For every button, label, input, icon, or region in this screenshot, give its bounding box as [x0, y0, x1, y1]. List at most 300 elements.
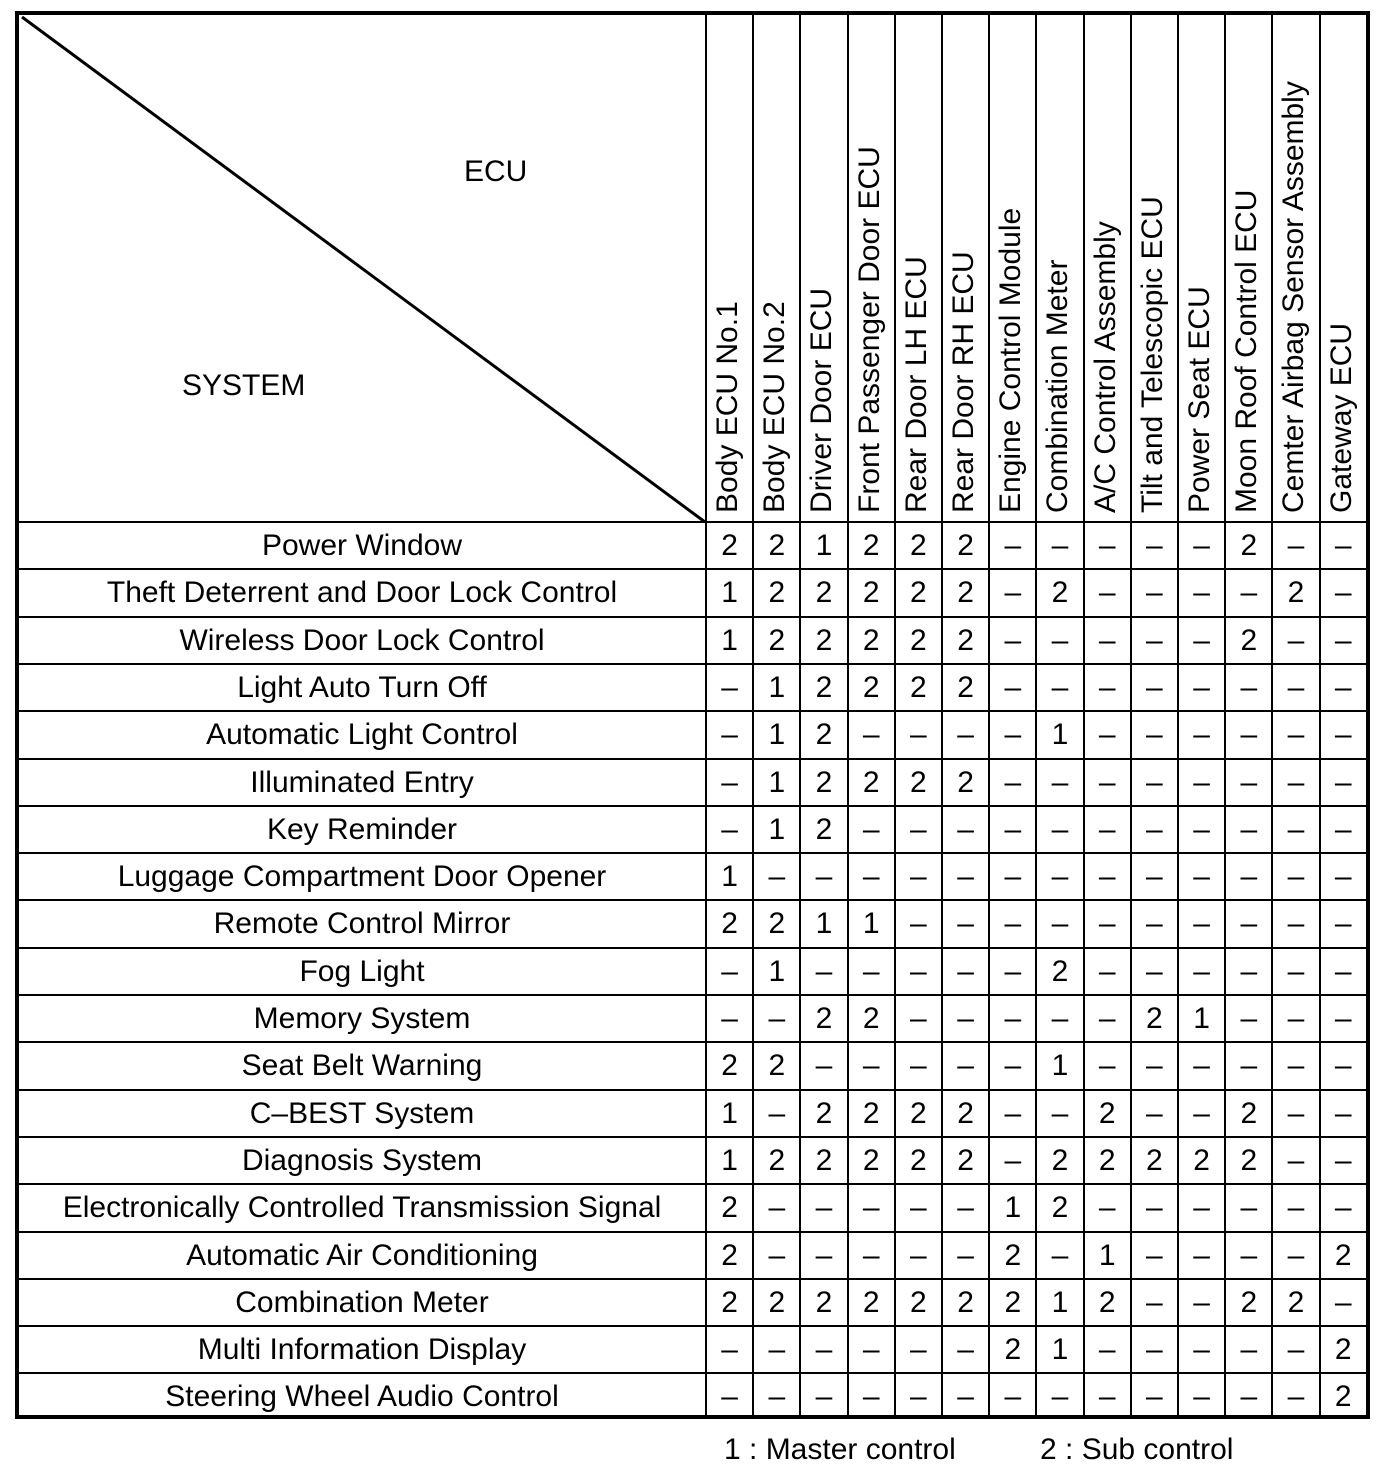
table-cell: 1 — [862, 907, 880, 941]
table-cell: – — [1146, 1285, 1163, 1319]
table-cell: – — [768, 1002, 786, 1035]
table-cell: – — [1051, 1380, 1069, 1414]
table-cell: – — [1193, 1096, 1210, 1130]
table-cell: – — [1334, 718, 1352, 752]
table-cell: 1 — [768, 718, 786, 752]
table-cell: – — [1051, 907, 1069, 941]
system-name: Combination Meter — [235, 1285, 489, 1319]
table-cell: 1 — [721, 623, 738, 657]
table-cell: – — [1334, 860, 1352, 894]
table-cell: – — [768, 1096, 786, 1130]
table-cell: – — [910, 1002, 927, 1035]
table-cell: – — [957, 1238, 974, 1272]
table-cell: 2 — [815, 718, 833, 752]
table-cell: – — [957, 1380, 974, 1414]
table-cell: – — [1098, 907, 1116, 941]
table-cell: 2 — [862, 623, 880, 657]
table-cell: – — [862, 1191, 880, 1225]
table-cell: – — [815, 1049, 833, 1083]
system-name: Power Window — [261, 529, 463, 562]
table-cell: 2 — [910, 1285, 927, 1319]
table-cell: – — [1240, 812, 1258, 846]
table-cell: 2 — [768, 1285, 786, 1319]
table-cell: – — [1193, 529, 1210, 562]
table-cell: 2 — [815, 623, 833, 657]
table-cell: – — [1098, 670, 1116, 704]
table-cell: – — [1287, 765, 1305, 799]
table-cell: 1 — [815, 529, 833, 562]
table-cell: – — [1051, 1238, 1069, 1272]
table-cell: 2 — [1098, 1143, 1116, 1177]
table-cell: 2 — [957, 529, 974, 562]
table-cell: – — [721, 718, 738, 752]
table-cell: – — [1146, 812, 1163, 846]
table-cell: – — [721, 1380, 738, 1414]
table-cell: – — [862, 860, 880, 894]
table-cell: 2 — [1240, 1096, 1258, 1130]
header-diagonal-divider — [19, 15, 707, 525]
table-cell: – — [1193, 765, 1210, 799]
table-cell: – — [910, 1191, 927, 1225]
table-cell: – — [910, 812, 927, 846]
table-cell: – — [1098, 576, 1116, 610]
table-cell: 1 — [1051, 718, 1069, 752]
system-name: Wireless Door Lock Control — [179, 623, 545, 657]
table-cell: – — [1287, 1380, 1305, 1414]
table-cell: – — [1240, 954, 1258, 988]
table-cell: – — [1287, 1191, 1305, 1225]
table-cell: – — [1334, 1096, 1352, 1130]
table-cell: 2 — [1240, 529, 1258, 562]
table-cell: – — [1334, 907, 1352, 941]
table-cell: – — [1098, 718, 1116, 752]
table-cell: 1 — [768, 765, 786, 799]
table-cell: – — [1098, 1002, 1116, 1035]
table-cell: 2 — [815, 1096, 833, 1130]
table-cell: 2 — [1051, 1143, 1069, 1177]
table-cell: – — [910, 1333, 927, 1367]
table-cell: 2 — [862, 1002, 880, 1035]
table-cell: – — [1334, 1143, 1352, 1177]
table-cell: – — [1193, 954, 1210, 988]
table-cell: 2 — [862, 576, 880, 610]
table-cell: 2 — [1004, 1333, 1022, 1367]
table-cell: 2 — [910, 576, 927, 610]
table-cell: – — [721, 954, 738, 988]
table-cell: – — [721, 1002, 738, 1035]
table-cell: – — [815, 1380, 833, 1414]
system-name: Theft Deterrent and Door Lock Control — [106, 576, 618, 610]
table-cell: – — [721, 812, 738, 846]
table-cell: – — [1051, 812, 1069, 846]
system-name: Illuminated Entry — [250, 765, 474, 799]
system-name: Key Reminder — [266, 812, 458, 846]
table-cell: 1 — [1193, 1002, 1210, 1035]
table-cell: – — [1334, 670, 1352, 704]
table-cell: 2 — [910, 670, 927, 704]
table-cell: – — [862, 954, 880, 988]
table-cell: – — [1193, 1285, 1210, 1319]
table-cell: – — [768, 1333, 786, 1367]
table-cell: 2 — [1051, 954, 1069, 988]
table-cell: – — [815, 1333, 833, 1367]
table-cell: – — [957, 860, 974, 894]
table-cell: – — [1004, 576, 1022, 610]
table-cell: – — [721, 765, 738, 799]
table-cell: – — [1334, 576, 1352, 610]
table-cell: – — [1287, 1238, 1305, 1272]
table-cell: – — [1146, 1380, 1163, 1414]
table-cell: – — [1051, 1002, 1069, 1035]
table-cell: – — [910, 1238, 927, 1272]
table-cell: 1 — [721, 576, 738, 610]
table-cell: – — [768, 860, 786, 894]
table-cell: – — [1193, 670, 1210, 704]
table-cell: – — [957, 1049, 974, 1083]
table-cell: – — [1098, 1380, 1116, 1414]
table-cell: – — [1240, 670, 1258, 704]
table-cell: – — [768, 1380, 786, 1414]
table-cell: – — [1334, 812, 1352, 846]
table-cell: – — [768, 1238, 786, 1272]
system-name: Remote Control Mirror — [213, 907, 511, 941]
table-cell: 2 — [768, 576, 786, 610]
column-header: Power Seat ECU — [1183, 286, 1216, 513]
column-header: Tilt and Telescopic ECU — [1135, 196, 1169, 513]
table-cell: – — [815, 1238, 833, 1272]
table-cell: 1 — [1051, 1333, 1069, 1367]
table-cell: 2 — [768, 623, 786, 657]
table-cell: 2 — [1004, 1285, 1022, 1319]
table-cell: – — [910, 860, 927, 894]
table-cell: 1 — [768, 812, 786, 846]
table-cell: – — [862, 812, 880, 846]
table-cell: – — [1146, 765, 1163, 799]
table-cell: – — [1146, 623, 1163, 657]
table-cell: – — [910, 718, 927, 752]
table-cell: 2 — [910, 1143, 927, 1177]
column-header: Combination Meter — [1041, 259, 1075, 513]
table-cell: – — [1098, 954, 1116, 988]
table-cell: 2 — [1146, 1002, 1163, 1035]
table-cell: 2 — [1004, 1238, 1022, 1272]
table-cell: 2 — [1334, 1380, 1352, 1414]
table-cell: – — [1004, 529, 1022, 562]
table-cell: – — [1146, 954, 1163, 988]
table-cell: – — [1334, 765, 1352, 799]
table-cell: – — [1287, 1002, 1305, 1035]
table-cell: 2 — [910, 1096, 927, 1130]
legend-sub: 2 : Sub control — [1040, 1433, 1234, 1466]
table-cell: – — [1146, 529, 1163, 562]
table-cell: – — [1240, 860, 1258, 894]
system-name: C–BEST System — [249, 1096, 475, 1130]
table-cell: – — [1193, 1333, 1210, 1367]
system-name: Memory System — [253, 1002, 471, 1035]
ecu-axis-label: ECU — [464, 155, 528, 188]
table-cell: – — [1146, 670, 1163, 704]
table-cell: – — [862, 1049, 880, 1083]
table-cell: – — [1098, 1049, 1116, 1083]
column-header: Rear Door LH ECU — [899, 256, 933, 513]
table-cell: 1 — [721, 1096, 738, 1130]
system-name: Fog Light — [299, 954, 425, 988]
table-cell: – — [862, 1380, 880, 1414]
column-header: Cemter Airbag Sensor Assembly — [1277, 81, 1311, 513]
table-cell: – — [957, 1333, 974, 1367]
table-cell: – — [1240, 765, 1258, 799]
table-cell: – — [957, 1191, 974, 1225]
table-cell: – — [721, 670, 738, 704]
system-name: Luggage Compartment Door Opener — [117, 860, 607, 894]
table-cell: – — [815, 1191, 833, 1225]
table-cell: 2 — [910, 623, 927, 657]
table-cell: – — [1193, 623, 1210, 657]
table-cell: 2 — [815, 1143, 833, 1177]
table-cell: 2 — [815, 576, 833, 610]
table-cell: – — [910, 1380, 927, 1414]
table-cell: 2 — [721, 1191, 738, 1225]
table-cell: – — [1287, 529, 1305, 562]
table-cell: – — [1004, 1096, 1022, 1130]
table-cell: – — [1240, 1238, 1258, 1272]
table-cell: – — [1098, 529, 1116, 562]
table-cell: 2 — [1287, 1285, 1305, 1319]
table-cell: – — [1098, 1191, 1116, 1225]
table-cell: – — [1334, 1049, 1352, 1083]
table-cell: 2 — [1051, 576, 1069, 610]
table-cell: – — [1004, 1143, 1022, 1177]
table-cell: – — [1287, 1333, 1305, 1367]
system-name: Automatic Light Control — [206, 718, 518, 752]
table-cell: – — [910, 1049, 927, 1083]
system-name: Diagnosis System — [241, 1143, 483, 1177]
table-cell: 2 — [910, 765, 927, 799]
table-cell: – — [1193, 1238, 1210, 1272]
table-cell: – — [1240, 1191, 1258, 1225]
table-cell: – — [1287, 623, 1305, 657]
table-cell: – — [1334, 1002, 1352, 1035]
table-cell: – — [1146, 718, 1163, 752]
system-name: Steering Wheel Audio Control — [165, 1380, 559, 1414]
legend-master: 1 : Master control — [724, 1433, 956, 1466]
system-name: Light Auto Turn Off — [237, 670, 487, 704]
table-cell: – — [1146, 860, 1163, 894]
table-cell: 1 — [1051, 1285, 1069, 1319]
table-cell: 2 — [1051, 1191, 1069, 1225]
table-cell: 2 — [862, 670, 880, 704]
table-cell: – — [1240, 907, 1258, 941]
column-header: Driver Door ECU — [805, 287, 839, 513]
table-cell: – — [1193, 1049, 1210, 1083]
table-cell: – — [862, 1238, 880, 1272]
table-cell: – — [1287, 670, 1305, 704]
table-cell: 1 — [721, 860, 738, 894]
table-cell: – — [1004, 670, 1022, 704]
table-cell: 2 — [721, 529, 738, 562]
table-cell: 2 — [862, 1096, 880, 1130]
table-cell: – — [1004, 954, 1022, 988]
table-cell: – — [1334, 1191, 1352, 1225]
table-cell: 2 — [721, 907, 738, 941]
table-cell: – — [1287, 812, 1305, 846]
table-cell: – — [1004, 623, 1022, 657]
table-cell: – — [1098, 623, 1116, 657]
table-cell: – — [815, 860, 833, 894]
table-cell: – — [1146, 1238, 1163, 1272]
table-cell: – — [957, 812, 974, 846]
table-cell: 2 — [768, 529, 786, 562]
column-header: Moon Roof Control ECU — [1230, 189, 1264, 513]
table-cell: – — [1193, 907, 1210, 941]
table-cell: – — [1051, 860, 1069, 894]
table-cell: – — [1146, 1333, 1163, 1367]
table-cell: – — [1004, 1380, 1022, 1414]
table-cell: 2 — [862, 765, 880, 799]
table-cell: – — [1334, 529, 1352, 562]
table-cell: – — [1287, 1049, 1305, 1083]
table-cell: – — [1051, 670, 1069, 704]
table-cell: – — [1051, 623, 1069, 657]
table-cell: 2 — [1287, 576, 1305, 610]
table-cell: 2 — [1240, 1285, 1258, 1319]
column-header: Engine Control Module — [994, 207, 1028, 513]
table-cell: – — [1146, 907, 1163, 941]
system-name: Automatic Air Conditioning — [186, 1238, 538, 1272]
table-cell: – — [1240, 1333, 1258, 1367]
table-cell: 1 — [1051, 1049, 1069, 1083]
table-cell: – — [1051, 765, 1069, 799]
table-cell: – — [910, 907, 927, 941]
table-cell: 1 — [768, 670, 786, 704]
table-cell: – — [1146, 576, 1163, 610]
table-cell: 2 — [957, 1143, 974, 1177]
table-cell: – — [1287, 1143, 1305, 1177]
table-cell: 1 — [721, 1143, 738, 1177]
table-cell: – — [768, 1191, 786, 1225]
table-cell: – — [1240, 1380, 1258, 1414]
table-cell: – — [1287, 907, 1305, 941]
table-cell: 1 — [768, 954, 786, 988]
table-cell: 2 — [1240, 1143, 1258, 1177]
table-cell: 2 — [721, 1049, 738, 1083]
table-cell: – — [1193, 576, 1210, 610]
table-cell: – — [1287, 718, 1305, 752]
system-name: Electronically Controlled Transmission Signal — [62, 1191, 662, 1225]
column-header: Front Passenger Door ECU — [852, 146, 886, 513]
table-cell: – — [957, 907, 974, 941]
table-cell: 2 — [957, 1285, 974, 1319]
system-axis-label: SYSTEM — [182, 369, 306, 402]
table-cell: 2 — [862, 529, 880, 562]
table-cell: – — [1098, 812, 1116, 846]
table-cell: 2 — [768, 907, 786, 941]
table-cell: 1 — [1004, 1191, 1022, 1225]
table-cell: 2 — [957, 576, 974, 610]
table-cell: 2 — [721, 1238, 738, 1272]
table-cell: 2 — [721, 1285, 738, 1319]
table-cell: 2 — [1240, 623, 1258, 657]
table-cell: – — [1193, 812, 1210, 846]
table-cell: 2 — [862, 1143, 880, 1177]
table-cell: 2 — [1146, 1143, 1163, 1177]
table-cell: – — [1098, 765, 1116, 799]
table-cell: – — [957, 1002, 974, 1035]
table-cell: – — [1146, 1191, 1163, 1225]
table-cell: 1 — [1098, 1238, 1116, 1272]
table-cell: 2 — [1193, 1143, 1210, 1177]
system-name: Multi Information Display — [197, 1333, 527, 1367]
table-cell: 2 — [1098, 1285, 1116, 1319]
table-cell: – — [1334, 954, 1352, 988]
table-cell: – — [1240, 1049, 1258, 1083]
table-cell: – — [1004, 718, 1022, 752]
table-cell: – — [721, 1333, 738, 1367]
column-header: Body ECU No.2 — [758, 301, 792, 513]
table-cell: – — [1051, 529, 1069, 562]
table-cell: 2 — [862, 1285, 880, 1319]
table-cell: 2 — [815, 765, 833, 799]
table-cell: – — [1193, 1380, 1210, 1414]
table-cell: – — [1004, 860, 1022, 894]
column-header: Gateway ECU — [1324, 322, 1358, 513]
system-name: Seat Belt Warning — [241, 1049, 483, 1083]
table-cell: 2 — [815, 1002, 833, 1035]
table-cell: 2 — [768, 1049, 786, 1083]
table-cell: – — [1334, 623, 1352, 657]
table-cell: 2 — [957, 765, 974, 799]
table-cell: – — [1193, 1191, 1210, 1225]
column-header: Rear Door RH ECU — [947, 251, 980, 513]
table-cell: – — [1146, 1049, 1163, 1083]
table-cell: – — [957, 954, 974, 988]
table-cell: – — [910, 954, 927, 988]
table-cell: – — [1051, 1096, 1069, 1130]
table-cell: – — [1287, 860, 1305, 894]
table-cell: – — [1334, 1285, 1352, 1319]
table-cell: – — [1193, 718, 1210, 752]
table-cell: 2 — [1334, 1333, 1352, 1367]
table-cell: 1 — [815, 907, 833, 941]
table-cell: – — [815, 954, 833, 988]
table-cell: – — [1146, 1096, 1163, 1130]
table-cell: 2 — [957, 1096, 974, 1130]
table-cell: – — [1004, 1049, 1022, 1083]
table-cell: – — [1240, 576, 1258, 610]
table-cell: 2 — [815, 1285, 833, 1319]
table-cell: – — [1098, 860, 1116, 894]
table-cell: – — [1287, 954, 1305, 988]
table-cell: 2 — [1334, 1238, 1352, 1272]
table-cell: – — [1004, 1002, 1022, 1035]
column-header: A/C Control Assembly — [1088, 221, 1122, 513]
table-cell: 2 — [910, 529, 927, 562]
table-cell: – — [862, 1333, 880, 1367]
table-cell: – — [1004, 907, 1022, 941]
table-cell: – — [1098, 1333, 1116, 1367]
table-cell: – — [1004, 812, 1022, 846]
column-header: Body ECU No.1 — [711, 301, 744, 513]
table-cell: – — [1193, 860, 1210, 894]
table-cell: – — [1287, 1096, 1305, 1130]
table-cell: 2 — [1098, 1096, 1116, 1130]
ecu-system-matrix — [15, 11, 1370, 1419]
table-cell: 2 — [957, 623, 974, 657]
table-cell: – — [957, 718, 974, 752]
table-cell: – — [1240, 718, 1258, 752]
table-cell: – — [1004, 765, 1022, 799]
table-cell: 2 — [768, 1143, 786, 1177]
